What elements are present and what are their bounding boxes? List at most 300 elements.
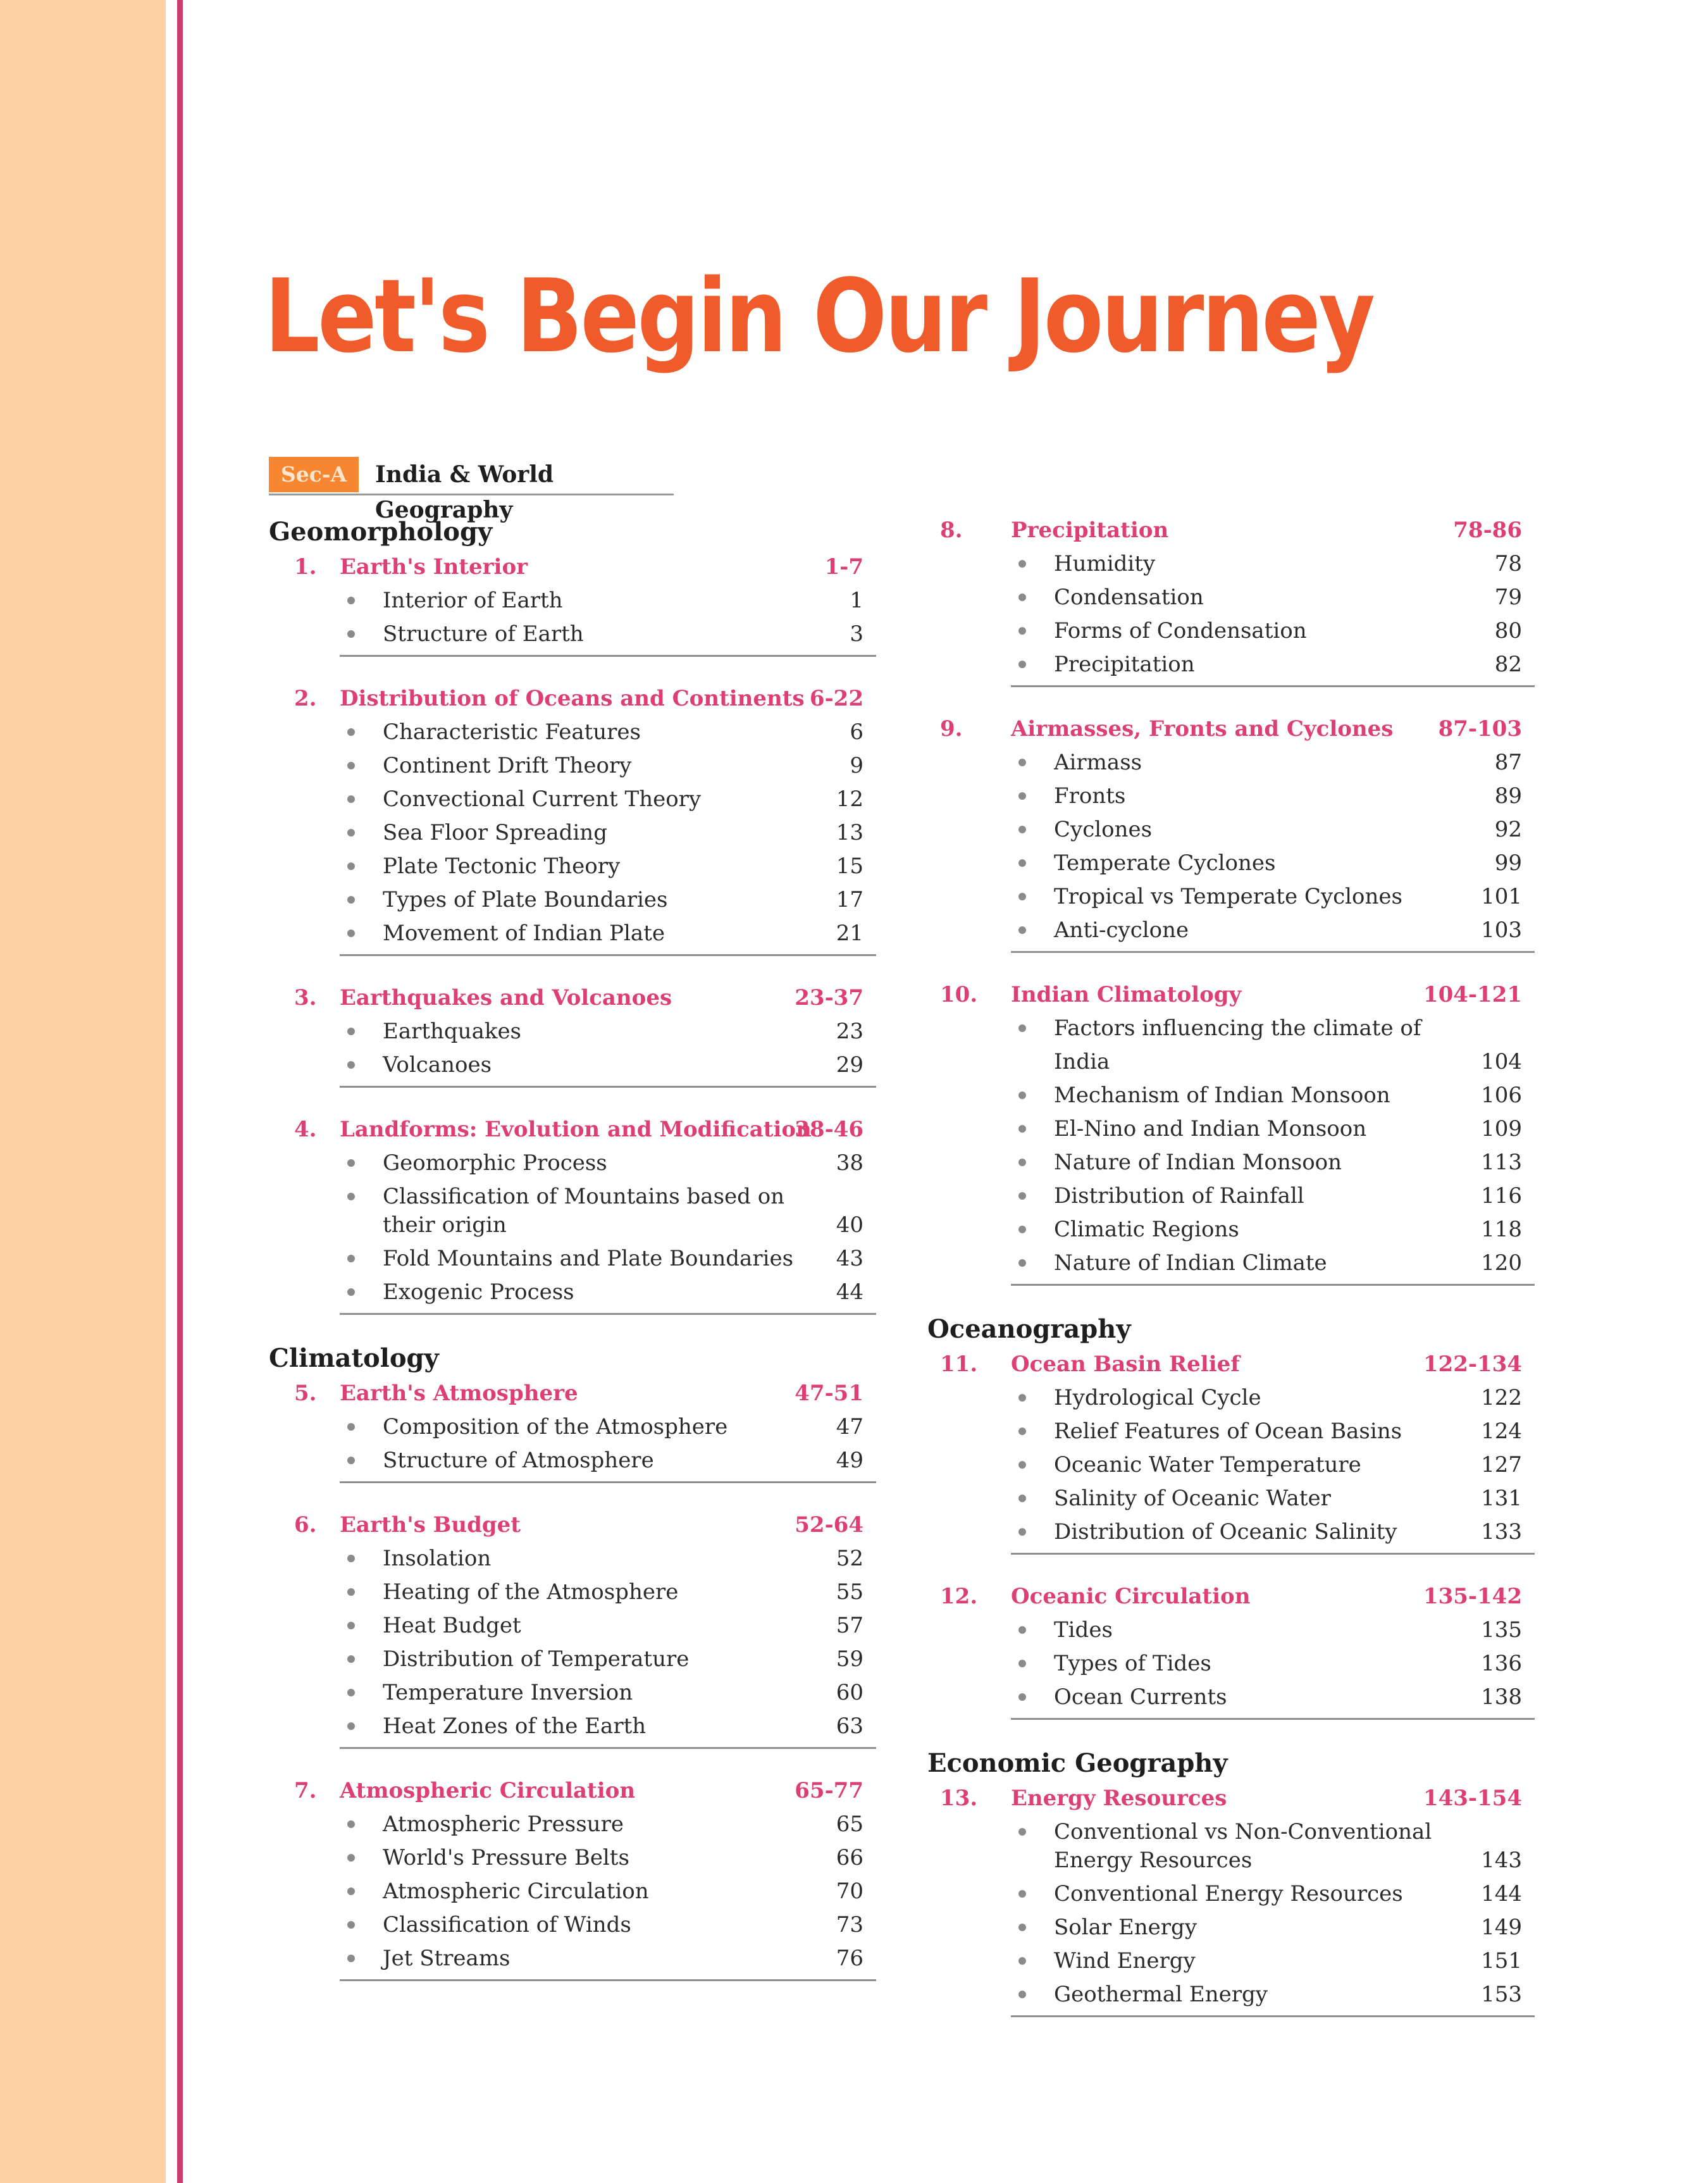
bullet-icon	[1018, 859, 1026, 867]
topic-page-number: 138	[1481, 1684, 1522, 1710]
topic-page-number: 43	[836, 1246, 863, 1271]
topic-page-number: 49	[836, 1448, 863, 1473]
category-heading: Economic Geography	[927, 1748, 1228, 1778]
topic-page-number: 122	[1481, 1385, 1522, 1410]
topic-label: Earthquakes	[383, 1019, 522, 1044]
topic-label: Climatic Regions	[1054, 1217, 1239, 1242]
topic-label: Tides	[1054, 1617, 1113, 1643]
topic-item[interactable]	[340, 1710, 876, 1743]
chapter-title: Indian Climatology	[1011, 982, 1242, 1007]
topic-label: Solar Energy	[1054, 1915, 1197, 1940]
topic-page-number: 92	[1494, 817, 1522, 842]
chapter-page-range: 65-77	[795, 1778, 863, 1803]
topic-label: Classification of Mountains based on	[383, 1184, 785, 1209]
chapter-page-range: 1-7	[824, 554, 863, 580]
topic-label: Geothermal Energy	[1054, 1982, 1268, 2007]
bullet-icon	[347, 1555, 355, 1562]
topic-page-number: 103	[1481, 917, 1522, 943]
bullet-icon	[1018, 926, 1026, 934]
bullet-icon	[347, 829, 355, 837]
chapter-number: 10.	[940, 982, 978, 1007]
topic-page-number: 76	[836, 1946, 863, 1971]
bullet-icon	[1018, 1159, 1026, 1166]
bullet-icon	[347, 762, 355, 769]
toc-chapter	[294, 1508, 876, 1749]
chapter-number: 12.	[940, 1584, 978, 1609]
topic-page-number: 144	[1481, 1881, 1522, 1906]
toc-chapter	[940, 1348, 1535, 1555]
bullet-icon	[347, 1159, 355, 1167]
topic-item[interactable]	[340, 1908, 876, 1942]
toc-column-left	[269, 514, 876, 2006]
chapter-title: Airmasses, Fronts and Cyclones	[1011, 716, 1394, 742]
topic-label: Nature of Indian Monsoon	[1054, 1150, 1342, 1175]
bullet-icon	[1018, 826, 1026, 833]
chapter-heading[interactable]	[294, 682, 876, 716]
topic-label: Nature of Indian Climate	[1054, 1250, 1327, 1276]
bullet-icon	[347, 1921, 355, 1929]
topic-label: Humidity	[1054, 551, 1156, 576]
bullet-icon	[1018, 1626, 1026, 1634]
topic-label: Structure of Earth	[383, 621, 584, 647]
topic-page-number: 79	[1494, 585, 1522, 610]
bullet-icon	[347, 1588, 355, 1596]
bullet-icon	[347, 1955, 355, 1962]
bullet-icon	[1018, 1660, 1026, 1667]
topic-label: Oceanic Water Temperature	[1054, 1452, 1361, 1477]
topic-label: Hydrological Cycle	[1054, 1385, 1261, 1410]
chapter-page-range: 104-121	[1423, 982, 1522, 1007]
topic-page-number: 38	[836, 1150, 863, 1176]
chapter-page-range: 47-51	[795, 1381, 863, 1406]
topic-page-number: 109	[1481, 1116, 1522, 1141]
topic-item[interactable]	[1011, 1944, 1535, 1978]
bullet-icon	[1018, 893, 1026, 900]
bullet-icon	[1018, 1125, 1026, 1133]
topic-label: Types of Plate Boundaries	[383, 887, 668, 912]
topic-item[interactable]	[1011, 1877, 1535, 1911]
topic-list	[340, 1542, 876, 1749]
topic-item[interactable]	[1011, 746, 1535, 780]
topic-list	[340, 1808, 876, 1981]
bullet-icon	[347, 630, 355, 638]
bullet-icon	[1018, 1461, 1026, 1469]
bullet-icon	[347, 930, 355, 937]
topic-item[interactable]	[1011, 648, 1535, 681]
bullet-icon	[1018, 1192, 1026, 1200]
topic-item[interactable]	[1011, 547, 1535, 581]
topic-label: Relief Features of Ocean Basins	[1054, 1419, 1402, 1444]
toc-chapter	[294, 1377, 876, 1483]
topic-page-number: 59	[836, 1646, 863, 1672]
topic-item[interactable]	[340, 1576, 876, 1609]
topic-item[interactable]	[1011, 1079, 1535, 1112]
category-heading: Geomorphology	[269, 517, 493, 547]
bullet-icon	[347, 1622, 355, 1629]
topic-list	[340, 716, 876, 956]
topic-item[interactable]	[1011, 1179, 1535, 1213]
topic-page-number: 133	[1481, 1519, 1522, 1545]
topic-item[interactable]	[340, 1015, 876, 1048]
bullet-icon	[1018, 1890, 1026, 1898]
topic-label: Composition of the Atmosphere	[383, 1414, 728, 1440]
topic-item[interactable]	[1011, 1482, 1535, 1515]
topic-label: Precipitation	[1054, 652, 1195, 677]
topic-page-number: 131	[1481, 1486, 1522, 1511]
chapter-title: Earth's Interior	[340, 554, 528, 580]
topic-label: Airmass	[1054, 750, 1142, 775]
bullet-icon	[1018, 1024, 1026, 1032]
chapter-number: 5.	[294, 1381, 317, 1406]
topic-label: Temperature Inversion	[383, 1680, 633, 1705]
chapter-page-range: 135-142	[1423, 1584, 1522, 1609]
toc-chapter	[294, 550, 876, 657]
topic-item[interactable]	[1011, 614, 1535, 648]
category-heading: Climatology	[269, 1343, 439, 1373]
chapter-title: Earth's Budget	[340, 1512, 521, 1538]
topic-list	[1011, 1012, 1535, 1286]
chapter-heading[interactable]	[940, 978, 1535, 1012]
topic-list	[1011, 746, 1535, 953]
topic-page-number: 153	[1481, 1982, 1522, 2007]
topic-item[interactable]	[340, 1808, 876, 1841]
bullet-icon	[1018, 1092, 1026, 1099]
topic-item[interactable]	[340, 1841, 876, 1875]
bullet-icon	[1018, 560, 1026, 568]
topic-page-number: 127	[1481, 1452, 1522, 1477]
bullet-icon	[347, 795, 355, 803]
bullet-icon	[1018, 1495, 1026, 1502]
topic-list	[340, 1147, 876, 1315]
chapter-heading[interactable]	[294, 550, 876, 584]
topic-page-number: 40	[836, 1212, 863, 1238]
chapter-number: 3.	[294, 985, 317, 1011]
section-header	[269, 457, 674, 523]
chapter-heading[interactable]	[940, 1782, 1535, 1815]
topic-page-number: 52	[836, 1546, 863, 1571]
chapter-heading[interactable]	[294, 981, 876, 1015]
topic-label: Tropical vs Temperate Cyclones	[1054, 884, 1402, 909]
topic-label: Salinity of Oceanic Water	[1054, 1486, 1331, 1511]
topic-item[interactable]	[1011, 1112, 1535, 1146]
topic-item[interactable]	[1011, 1978, 1535, 2012]
chapter-title: Oceanic Circulation	[1011, 1584, 1251, 1609]
topic-page-number: 21	[836, 921, 863, 946]
chapter-number: 11.	[940, 1352, 978, 1377]
topic-label: Plate Tectonic Theory	[383, 854, 621, 879]
topic-page-number: 82	[1494, 652, 1522, 677]
topic-item[interactable]	[1011, 1213, 1535, 1247]
topic-item[interactable]	[340, 1875, 876, 1908]
topic-page-number: 78	[1494, 551, 1522, 576]
topic-item[interactable]	[340, 883, 876, 917]
topic-page-number: 120	[1481, 1250, 1522, 1276]
section-title: India & World Geography	[375, 461, 554, 523]
toc-chapter	[940, 1580, 1535, 1720]
topic-label: Heating of the Atmosphere	[383, 1579, 679, 1605]
chapter-page-range: 38-46	[795, 1117, 863, 1142]
topic-item[interactable]	[1011, 813, 1535, 847]
topic-label: Sea Floor Spreading	[383, 820, 607, 845]
bullet-icon	[347, 1457, 355, 1464]
chapter-title: Earthquakes and Volcanoes	[340, 985, 672, 1011]
topic-list	[340, 1015, 876, 1088]
chapter-page-range: 122-134	[1423, 1352, 1522, 1377]
topic-label: El-Nino and Indian Monsoon	[1054, 1116, 1367, 1141]
chapter-heading[interactable]	[294, 1774, 876, 1808]
topic-label: Continent Drift Theory	[383, 753, 632, 778]
topic-label: Interior of Earth	[383, 588, 563, 613]
topic-label: Wind Energy	[1054, 1948, 1196, 1974]
topic-label: Atmospheric Pressure	[383, 1812, 624, 1837]
topic-item[interactable]	[340, 917, 876, 950]
topic-item[interactable]	[340, 1242, 876, 1276]
topic-page-number: 9	[850, 753, 863, 778]
topic-page-number: 87	[1494, 750, 1522, 775]
toc-chapter	[294, 1774, 876, 1981]
topic-label: Structure of Atmosphere	[383, 1448, 654, 1473]
bullet-icon	[1018, 1528, 1026, 1536]
toc-chapter	[940, 712, 1535, 953]
topic-item[interactable]	[1011, 1911, 1535, 1944]
topic-label: Factors influencing the climate of India	[1054, 1016, 1421, 1074]
bullet-icon	[347, 1193, 355, 1200]
page-title: Let's Begin Our Journey	[264, 257, 1373, 375]
topic-page-number: 15	[836, 854, 863, 879]
topic-page-number: 80	[1494, 618, 1522, 644]
bullet-icon	[347, 597, 355, 604]
topic-item[interactable]	[340, 749, 876, 783]
topic-page-number: 104	[1481, 1049, 1522, 1074]
topic-label-continued: their origin	[383, 1212, 507, 1238]
topic-page-number: 29	[836, 1052, 863, 1078]
bullet-icon	[347, 1288, 355, 1296]
topic-item[interactable]	[1011, 1415, 1535, 1448]
chapter-page-range: 6-22	[809, 686, 863, 711]
chapter-heading[interactable]	[940, 1580, 1535, 1614]
chapter-number: 1.	[294, 554, 317, 580]
topic-page-number: 1	[850, 588, 863, 613]
topic-page-number: 70	[836, 1879, 863, 1904]
topic-label: Atmospheric Circulation	[383, 1879, 649, 1904]
toc-chapter	[940, 514, 1535, 687]
topic-item[interactable]	[1011, 1681, 1535, 1714]
topic-label: World's Pressure Belts	[383, 1845, 629, 1870]
bullet-icon	[1018, 1924, 1026, 1931]
chapter-title: Atmospheric Circulation	[340, 1778, 636, 1803]
topic-label: Conventional vs Non-Conventional	[1054, 1819, 1432, 1844]
topic-label: Classification of Winds	[383, 1912, 631, 1937]
topic-item[interactable]	[340, 584, 876, 618]
chapter-title: Earth's Atmosphere	[340, 1381, 578, 1406]
topic-item[interactable]	[1011, 581, 1535, 614]
topic-page-number: 57	[836, 1613, 863, 1638]
topic-item[interactable]	[1011, 880, 1535, 914]
topic-list	[1011, 547, 1535, 687]
topic-page-number: 106	[1481, 1083, 1522, 1108]
section-badge: Sec-A	[269, 457, 359, 492]
topic-label: Condensation	[1054, 585, 1204, 610]
topic-item[interactable]	[340, 1643, 876, 1676]
topic-label: Characteristic Features	[383, 719, 641, 745]
topic-page-number: 23	[836, 1019, 863, 1044]
topic-item[interactable]	[1011, 1381, 1535, 1415]
topic-item[interactable]	[1011, 1647, 1535, 1681]
chapter-heading[interactable]	[940, 712, 1535, 746]
topic-label: Jet Streams	[383, 1946, 511, 1971]
topic-label: Movement of Indian Plate	[383, 921, 665, 946]
topic-label: Forms of Condensation	[1054, 618, 1307, 644]
bullet-icon	[1018, 1693, 1026, 1701]
topic-item[interactable]	[1011, 1515, 1535, 1549]
topic-item[interactable]	[340, 1048, 876, 1082]
chapter-number: 8.	[940, 518, 963, 543]
bullet-icon	[347, 1820, 355, 1828]
topic-item[interactable]	[340, 850, 876, 883]
topic-item[interactable]	[340, 1942, 876, 1975]
topic-page-number: 3	[850, 621, 863, 647]
topic-item[interactable]	[1011, 847, 1535, 880]
bullet-icon	[1018, 1828, 1026, 1836]
chapter-number: 9.	[940, 716, 963, 742]
bullet-icon	[1018, 1957, 1026, 1965]
chapter-number: 6.	[294, 1512, 317, 1538]
topic-list	[1011, 1815, 1535, 2017]
topic-item[interactable]	[1011, 1247, 1535, 1280]
topic-item[interactable]	[1011, 1448, 1535, 1482]
topic-item[interactable]	[1011, 914, 1535, 947]
side-color-band	[0, 0, 166, 2183]
topic-label: Cyclones	[1054, 817, 1153, 842]
chapter-number: 13.	[940, 1786, 978, 1811]
chapter-title: Ocean Basin Relief	[1011, 1352, 1240, 1377]
bullet-icon	[1018, 792, 1026, 800]
chapter-title: Distribution of Oceans and Continents	[340, 686, 805, 711]
topic-item[interactable]	[340, 716, 876, 749]
bullet-icon	[347, 1655, 355, 1663]
bullet-icon	[1018, 1427, 1026, 1435]
topic-page-number: 12	[836, 787, 863, 812]
toc-chapter	[294, 981, 876, 1088]
topic-label: Geomorphic Process	[383, 1150, 607, 1176]
chapter-page-range: 87-103	[1438, 716, 1522, 742]
topic-page-number: 118	[1481, 1217, 1522, 1242]
bullet-icon	[347, 862, 355, 870]
topic-list	[340, 1410, 876, 1483]
topic-item[interactable]	[1011, 1614, 1535, 1647]
bullet-icon	[1018, 1226, 1026, 1233]
chapter-heading[interactable]	[940, 1348, 1535, 1381]
bullet-icon	[1018, 759, 1026, 766]
topic-page-number: 136	[1481, 1651, 1522, 1676]
bullet-icon	[347, 1722, 355, 1730]
topic-label: Distribution of Rainfall	[1054, 1183, 1304, 1209]
topic-item[interactable]	[1011, 1815, 1535, 1877]
topic-label: Heat Budget	[383, 1613, 521, 1638]
topic-label: Ocean Currents	[1054, 1684, 1227, 1710]
topic-item[interactable]	[340, 1542, 876, 1576]
chapter-heading[interactable]	[294, 1377, 876, 1410]
topic-label: Fold Mountains and Plate Boundaries	[383, 1246, 794, 1271]
bullet-icon	[1018, 661, 1026, 668]
topic-label: Heat Zones of the Earth	[383, 1713, 647, 1739]
topic-item[interactable]	[340, 1444, 876, 1477]
toc-chapter	[940, 1782, 1535, 2017]
topic-page-number: 55	[836, 1579, 863, 1605]
chapter-heading[interactable]	[940, 514, 1535, 547]
topic-label: Conventional Energy Resources	[1054, 1881, 1403, 1906]
topic-label: Types of Tides	[1054, 1651, 1211, 1676]
topic-page-number: 60	[836, 1680, 863, 1705]
topic-page-number: 6	[850, 719, 863, 745]
side-vertical-rule	[177, 0, 183, 2183]
chapter-heading[interactable]	[294, 1113, 876, 1147]
topic-label-continued: Energy Resources	[1054, 1848, 1253, 1873]
topic-page-number: 101	[1481, 884, 1522, 909]
topic-page-number: 89	[1494, 783, 1522, 809]
topic-page-number: 99	[1494, 850, 1522, 876]
bullet-icon	[347, 1028, 355, 1035]
topic-page-number: 47	[836, 1414, 863, 1440]
topic-item[interactable]	[340, 1180, 876, 1242]
topic-page-number: 149	[1481, 1915, 1522, 1940]
topic-item[interactable]	[340, 783, 876, 816]
topic-page-number: 73	[836, 1912, 863, 1937]
topic-page-number: 63	[836, 1713, 863, 1739]
topic-page-number: 113	[1481, 1150, 1522, 1175]
topic-label: Fronts	[1054, 783, 1126, 809]
topic-label: Insolation	[383, 1546, 492, 1571]
bullet-icon	[347, 1423, 355, 1431]
topic-item[interactable]	[1011, 780, 1535, 813]
topic-label: Volcanoes	[383, 1052, 492, 1078]
topic-list	[1011, 1381, 1535, 1555]
topic-item[interactable]	[1011, 1012, 1535, 1079]
bullet-icon	[1018, 1991, 1026, 1998]
topic-item[interactable]	[340, 1276, 876, 1309]
topic-item[interactable]	[1011, 1146, 1535, 1179]
topic-label: Convectional Current Theory	[383, 787, 702, 812]
topic-label: Temperate Cyclones	[1054, 850, 1276, 876]
topic-item[interactable]	[340, 618, 876, 651]
bullet-icon	[347, 1255, 355, 1262]
bullet-icon	[347, 1888, 355, 1895]
topic-item[interactable]	[340, 1609, 876, 1643]
chapter-heading[interactable]	[294, 1508, 876, 1542]
topic-label: Distribution of Temperature	[383, 1646, 690, 1672]
bullet-icon	[347, 1061, 355, 1069]
topic-item[interactable]	[340, 1676, 876, 1710]
chapter-number: 7.	[294, 1778, 317, 1803]
category-heading: Oceanography	[927, 1314, 1131, 1344]
toc-chapter	[294, 1113, 876, 1315]
topic-item[interactable]	[340, 816, 876, 850]
toc-column-right	[927, 514, 1535, 2043]
chapter-title: Energy Resources	[1011, 1786, 1227, 1811]
topic-page-number: 17	[836, 887, 863, 912]
bullet-icon	[347, 896, 355, 904]
topic-page-number: 44	[836, 1279, 863, 1305]
chapter-number: 4.	[294, 1117, 317, 1142]
bullet-icon	[1018, 594, 1026, 601]
topic-item[interactable]	[340, 1147, 876, 1180]
topic-page-number: 66	[836, 1845, 863, 1870]
topic-page-number: 143	[1481, 1848, 1522, 1873]
topic-item[interactable]	[340, 1410, 876, 1444]
topic-label: Mechanism of Indian Monsoon	[1054, 1083, 1390, 1108]
topic-label: Distribution of Oceanic Salinity	[1054, 1519, 1397, 1545]
topic-page-number: 124	[1481, 1419, 1522, 1444]
